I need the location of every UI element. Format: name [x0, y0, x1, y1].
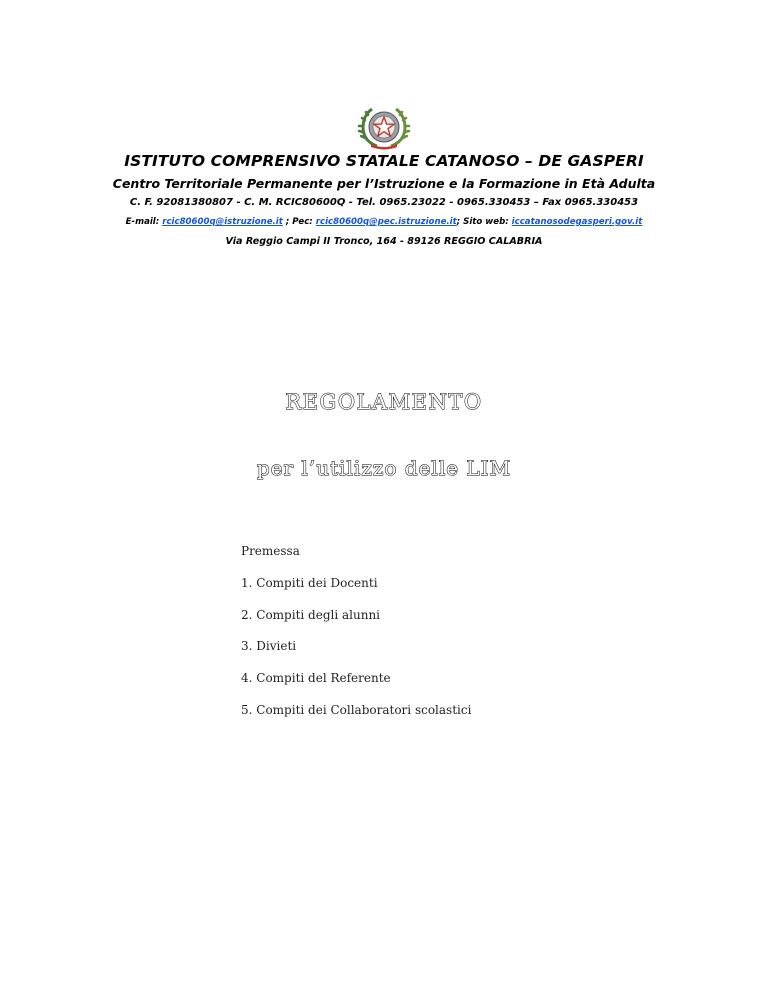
toc-item-compiti-alunni: 2. Compiti degli alunni	[241, 607, 381, 622]
codes-line: C. F. 92081380807 - C. M. RCIC80600Q - Tel. 0965.23022 - 0965.330453 – Fax 0965.330453	[129, 197, 639, 208]
pec-label: ; Pec:	[285, 217, 313, 227]
toc-item-compiti-collaboratori: 5. Compiti dei Collaboratori scolastici	[241, 702, 472, 717]
toc-item-divieti: 3. Divieti	[241, 639, 297, 654]
italian-republic-emblem-icon	[355, 104, 413, 150]
email-label: E-mail:	[125, 217, 160, 227]
contacts-line	[0, 217, 768, 227]
email-link[interactable]: rcic80600q@istruzione.it	[162, 217, 283, 227]
school-address: Via Reggio Campi II Tronco, 164 - 89126 REGGIO CALABRIA	[225, 236, 543, 247]
toc-item-premessa: Premessa	[241, 544, 300, 558]
toc-item-compiti-docenti: 1. Compiti dei Docenti	[241, 575, 378, 590]
table-of-contents	[241, 543, 471, 734]
website-label: Sito web:	[463, 217, 509, 227]
document-subtitle: per l’utilizzo delle LIM	[256, 456, 512, 480]
document-title: REGOLAMENTO	[285, 390, 483, 414]
toc-item-compiti-referente: 4. Compiti del Referente	[241, 671, 391, 686]
contacts-separator: ;	[456, 217, 461, 227]
website-link[interactable]: iccatanosodegasperi.gov.it	[511, 217, 643, 227]
school-name: ISTITUTO COMPRENSIVO STATALE CATANOSO – DE GASPERI	[124, 152, 644, 170]
pec-link[interactable]: rcic80600q@pec.istruzione.it	[315, 217, 457, 227]
center-name: Centro Territoriale Permanente per l’Istruzione e la Formazione in Età Adulta	[112, 176, 656, 191]
